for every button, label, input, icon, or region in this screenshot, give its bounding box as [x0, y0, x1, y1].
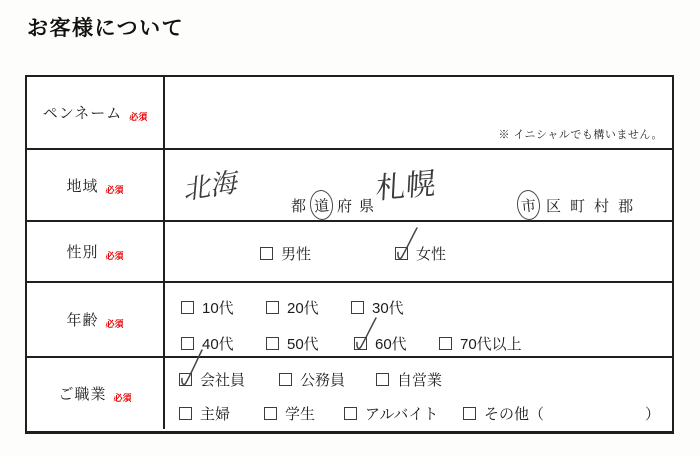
- checkbox-option-student[interactable]: [264, 403, 315, 424]
- checkbox-option-self-employed[interactable]: [376, 369, 442, 390]
- table-row-region: [27, 150, 672, 222]
- option-label: 40代: [202, 336, 234, 353]
- job-field: [165, 358, 672, 429]
- checkbox-icon: [279, 373, 292, 386]
- option-label: 10代: [202, 300, 234, 317]
- region-label-cell: [27, 150, 165, 220]
- option-label: 70代以上: [460, 336, 522, 353]
- prefecture-suffix-group: [291, 194, 374, 217]
- close-paren: ）: [645, 406, 661, 423]
- checkbox-icon: [344, 407, 357, 420]
- initials-note: ※ イニシャルでも構いません。: [498, 129, 663, 141]
- handwritten-city: 札幌: [375, 167, 437, 206]
- table-row-job: [27, 358, 672, 429]
- job-label-cell: [27, 358, 165, 429]
- checkbox-option-age-10s[interactable]: [181, 297, 234, 318]
- option-label: 会社員: [200, 372, 246, 389]
- pref-char-circled: 道: [313, 197, 331, 216]
- region-field[interactable]: [165, 150, 672, 220]
- checkbox-icon: [179, 373, 192, 386]
- penname-label: ペンネーム: [42, 105, 123, 122]
- checkbox-option-other[interactable]: [463, 403, 660, 424]
- handwritten-circle-mark: [309, 189, 335, 221]
- city-char-circled: 市: [520, 197, 538, 216]
- age-label-cell: [27, 283, 165, 356]
- option-label: 主婦: [200, 406, 231, 423]
- job-label: ご職業: [58, 386, 107, 403]
- checkbox-option-female[interactable]: [395, 243, 446, 264]
- checkbox-option-public-servant[interactable]: [279, 369, 345, 390]
- option-label: 自営業: [397, 372, 443, 389]
- checkbox-option-parttime[interactable]: [344, 403, 438, 424]
- option-label: その他（: [484, 406, 545, 423]
- checkbox-option-age-40s[interactable]: [181, 333, 234, 354]
- handwritten-circle-mark: [515, 189, 541, 221]
- required-badge: 必須: [105, 251, 124, 261]
- checkbox-option-age-20s[interactable]: [266, 297, 319, 318]
- option-label: 公務員: [300, 372, 346, 389]
- option-label: 50代: [287, 336, 319, 353]
- checkbox-icon: [266, 337, 279, 350]
- handwritten-prefecture: 北海: [183, 166, 240, 206]
- penname-label-cell: [27, 77, 165, 148]
- checkbox-option-company-employee[interactable]: [179, 369, 245, 390]
- option-label: アルバイト: [365, 406, 439, 423]
- gender-label-cell: [27, 222, 165, 281]
- checkbox-option-male[interactable]: [260, 243, 311, 264]
- checkbox-icon: [376, 373, 389, 386]
- checkbox-icon: [395, 247, 408, 260]
- table-row-age: [27, 283, 672, 358]
- required-badge: 必須: [105, 319, 124, 329]
- city-char: 町: [570, 198, 586, 215]
- checkbox-icon: [439, 337, 452, 350]
- option-label: 女性: [416, 246, 447, 263]
- option-label: 学生: [285, 406, 316, 423]
- checkbox-icon: [351, 301, 364, 314]
- city-char: 郡: [618, 198, 634, 215]
- checkbox-icon: [264, 407, 277, 420]
- option-label: 男性: [281, 246, 312, 263]
- checkbox-icon: [260, 247, 273, 260]
- age-label: 年齢: [66, 312, 99, 329]
- required-badge: 必須: [105, 184, 124, 195]
- city-suffix-group: [520, 194, 633, 217]
- page-title: お客様について: [27, 17, 185, 40]
- checkbox-icon: [354, 337, 367, 350]
- table-row-penname: [27, 77, 672, 150]
- checkbox-icon: [266, 301, 279, 314]
- city-char: 区: [546, 198, 562, 215]
- checkbox-option-age-70plus[interactable]: [439, 333, 522, 354]
- checkbox-icon: [179, 407, 192, 420]
- checkbox-option-age-30s[interactable]: [351, 297, 404, 318]
- region-label: 地域: [66, 177, 99, 195]
- checkbox-icon: [181, 337, 194, 350]
- table-row-gender: [27, 222, 672, 283]
- required-badge: 必須: [129, 112, 148, 122]
- checkbox-option-housewife[interactable]: [179, 403, 230, 424]
- customer-form-table: [25, 75, 674, 434]
- pref-char: 県: [359, 198, 375, 215]
- pref-char: 府: [337, 198, 353, 215]
- gender-label: 性別: [66, 244, 99, 261]
- gender-field: [165, 222, 672, 281]
- checkbox-icon: [181, 301, 194, 314]
- pref-char: 都: [291, 198, 307, 215]
- option-label: 60代: [375, 336, 407, 353]
- option-label: 20代: [287, 300, 319, 317]
- city-char: 村: [594, 198, 610, 215]
- checkbox-icon: [463, 407, 476, 420]
- option-label: 30代: [372, 300, 404, 317]
- required-badge: 必須: [113, 393, 132, 403]
- checkbox-option-age-50s[interactable]: [266, 333, 319, 354]
- penname-field[interactable]: [165, 77, 672, 148]
- checkbox-option-age-60s[interactable]: [354, 333, 407, 354]
- age-field: [165, 283, 672, 356]
